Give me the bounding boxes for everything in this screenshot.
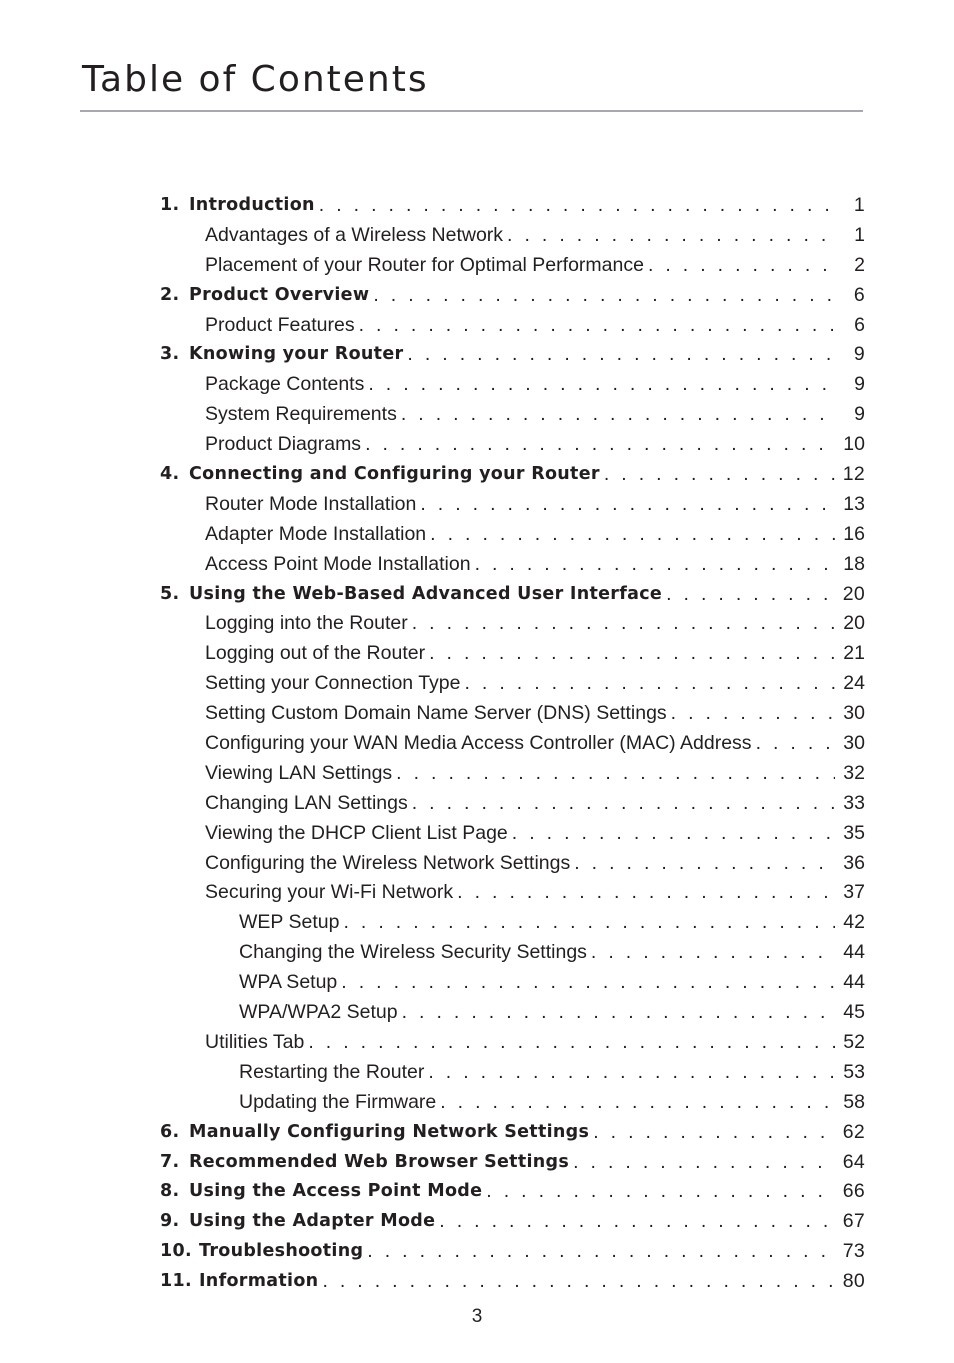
toc-entry[interactable] [160,1237,865,1267]
toc-entry[interactable] [160,490,865,520]
dot-leader [662,580,835,610]
toc-entry-page: 6 [854,313,865,336]
dot-leader [667,699,835,729]
table-of-contents [160,191,865,1297]
toc-entry-page: 67 [842,1210,865,1233]
toc-entry-page: 10 [843,433,865,456]
dot-leader [364,370,835,400]
toc-entry-label: Restarting the Router [239,1060,425,1083]
toc-entry[interactable] [160,669,865,699]
toc-entry-label: Changing LAN Settings [205,791,408,814]
toc-entry[interactable] [160,520,865,550]
dot-leader [600,460,835,490]
toc-entry-label: Product Overview [189,284,370,305]
dot-leader [315,191,835,221]
dot-leader [587,938,835,968]
toc-entry[interactable] [160,550,865,580]
toc-entry-label: Package Contents [205,373,365,396]
toc-entry-page: 35 [843,821,865,844]
dot-leader [363,1237,835,1267]
toc-entry-page: 9 [854,373,865,396]
dot-leader [339,908,835,938]
toc-entry-page: 6 [853,283,865,306]
toc-entry-page: 30 [843,702,865,725]
toc-entry-page: 21 [843,642,865,665]
toc-entry-label: Introduction [189,195,315,215]
toc-entry[interactable] [160,580,865,610]
toc-entry-label: WPA Setup [239,971,338,994]
dot-leader [503,221,835,251]
toc-entry-label: Adapter Mode Installation [205,522,427,545]
toc-entry-page: 9 [853,343,865,366]
toc-entry[interactable] [160,1207,865,1237]
toc-entry-label: Changing the Wireless Security Settings [239,941,587,964]
toc-entry[interactable] [160,729,865,759]
toc-entry-label: Manually Configuring Network Settings [189,1121,590,1142]
toc-entry[interactable] [160,221,865,251]
toc-entry-page: 2 [854,253,865,276]
toc-entry-label: WPA/WPA2 Setup [239,1001,398,1024]
toc-entry[interactable] [160,759,865,789]
dot-leader [460,669,835,699]
dot-leader [425,639,835,669]
toc-entry-label: Using the Adapter Mode [189,1211,436,1232]
toc-entry-label: Connecting and Configuring your Router [189,464,600,485]
toc-entry-page: 37 [843,881,865,904]
toc-entry-page: 20 [843,612,865,635]
toc-entry-page: 53 [843,1060,865,1083]
toc-entry-page: 36 [843,851,865,874]
toc-entry-label: Setting Custom Domain Name Server (DNS) Settings [205,702,667,725]
dot-leader [424,1058,835,1088]
toc-entry-page: 80 [842,1270,865,1293]
toc-entry-label: Setting your Connection Type [205,672,461,695]
dot-leader [426,520,835,550]
toc-entry-page: 1 [853,194,865,216]
toc-entry-page: 64 [842,1150,865,1173]
dot-leader [403,340,835,370]
toc-entry[interactable] [160,281,865,311]
toc-entry[interactable] [160,1118,865,1148]
toc-entry-label: System Requirements [205,403,397,426]
toc-entry-page: 66 [842,1180,865,1203]
dot-leader [304,1028,835,1058]
dot-leader [453,878,835,908]
toc-entry-number: 6. [160,1121,180,1142]
toc-entry-page: 12 [842,463,865,486]
dot-leader [318,1267,835,1297]
toc-entry-label: Securing your Wi-Fi Network [205,881,454,904]
dot-leader [361,430,835,460]
toc-entry-label: Updating the Firmware [239,1090,437,1113]
toc-entry[interactable] [160,1267,865,1297]
toc-entry[interactable] [160,878,865,908]
dot-leader [508,819,835,849]
dot-leader [337,968,835,998]
dot-leader [482,1177,835,1207]
toc-entry-number: 5. [160,583,180,604]
toc-entry-label: Logging into the Router [205,612,408,635]
dot-leader [398,998,835,1028]
toc-entry-label: Router Mode Installation [205,492,417,515]
dot-leader [408,609,835,639]
toc-entry[interactable] [160,460,865,490]
toc-entry[interactable] [160,639,865,669]
toc-entry-label: Configuring your WAN Media Access Controller (MAC) Address [205,732,752,755]
toc-entry[interactable] [160,819,865,849]
toc-entry-label: Configuring the Wireless Network Settings [205,851,571,874]
toc-entry-page: 30 [843,732,865,755]
toc-entry-label: Advantages of a Wireless Network [205,223,504,246]
toc-entry[interactable] [160,430,865,460]
toc-entry[interactable] [160,968,865,998]
toc-entry-page: 13 [843,492,865,515]
toc-entry-number: 10. [160,1241,192,1262]
toc-entry[interactable] [160,998,865,1028]
dot-leader [435,1207,835,1237]
toc-entry-page: 45 [843,1001,865,1024]
toc-entry-label: Product Diagrams [205,433,362,456]
toc-entry-number: 11. [160,1271,192,1292]
dot-leader [397,400,835,430]
toc-entry-number: 3. [160,344,180,365]
dot-leader [392,759,835,789]
toc-entry-label: Viewing the DHCP Client List Page [205,821,508,844]
toc-entry-page: 16 [843,522,865,545]
toc-entry-number: 4. [160,464,180,485]
toc-entry-label: Product Features [205,313,355,336]
toc-entry-page: 24 [843,672,865,695]
toc-entry[interactable] [160,370,865,400]
toc-entry[interactable] [160,1177,865,1207]
toc-entry-page: 73 [842,1240,865,1263]
toc-entry-label: Troubleshooting [199,1241,364,1262]
dot-leader [355,311,835,341]
toc-entry[interactable] [160,908,865,938]
toc-entry[interactable] [160,699,865,729]
toc-entry-page: 1 [854,223,865,246]
toc-entry-number: 9. [160,1211,180,1232]
toc-entry-page: 44 [843,941,865,964]
page-title: Table of Contents [82,59,429,100]
toc-entry-page: 9 [854,403,865,426]
toc-entry[interactable] [160,1028,865,1058]
dot-leader [408,789,835,819]
toc-entry[interactable] [160,251,865,281]
toc-entry-page: 58 [843,1090,865,1113]
dot-leader [436,1088,835,1118]
toc-entry-page: 44 [843,971,865,994]
toc-entry-number: 2. [160,284,180,305]
toc-entry[interactable] [160,1058,865,1088]
dot-leader [589,1118,835,1148]
toc-entry[interactable] [160,1088,865,1118]
toc-entry-number: 7. [160,1151,180,1172]
toc-entry-number: 1. [160,195,180,215]
toc-entry-page: 52 [843,1030,865,1053]
dot-leader [570,849,835,879]
dot-leader [752,729,835,759]
toc-entry[interactable] [160,340,865,370]
toc-entry-label: Using the Web-Based Advanced User Interface [189,583,663,604]
toc-entry[interactable] [160,609,865,639]
dot-leader [471,550,835,580]
toc-entry[interactable] [160,938,865,968]
toc-entry[interactable] [160,789,865,819]
dot-leader [416,490,835,520]
toc-entry-label: Access Point Mode Installation [205,552,471,575]
toc-entry-label: Information [199,1271,319,1292]
toc-entry-number: 8. [160,1181,180,1202]
toc-entry-page: 33 [843,791,865,814]
toc-entry-page: 32 [843,761,865,784]
dot-leader [644,251,835,281]
toc-entry[interactable] [160,311,865,341]
toc-entry[interactable] [160,849,865,879]
toc-entry-page: 42 [843,911,865,934]
toc-entry-label: Utilities Tab [205,1030,305,1053]
toc-entry[interactable] [160,400,865,430]
toc-entry-page: 18 [843,552,865,575]
toc-entry-label: Logging out of the Router [205,642,426,665]
toc-entry-label: Using the Access Point Mode [189,1181,483,1202]
toc-entry-label: Knowing your Router [189,344,404,365]
toc-entry-label: WEP Setup [239,911,340,934]
toc-entry-page: 62 [842,1120,865,1143]
toc-entry-page: 20 [842,582,865,605]
dot-leader [569,1148,835,1178]
page-number: 3 [471,1306,483,1327]
toc-entry[interactable] [160,1148,865,1178]
toc-entry-label: Recommended Web Browser Settings [189,1151,570,1172]
toc-entry[interactable] [160,191,865,221]
toc-entry-label: Placement of your Router for Optimal Performance [205,253,644,276]
dot-leader [369,281,835,311]
title-divider [80,110,863,112]
toc-entry-label: Viewing LAN Settings [205,761,393,784]
